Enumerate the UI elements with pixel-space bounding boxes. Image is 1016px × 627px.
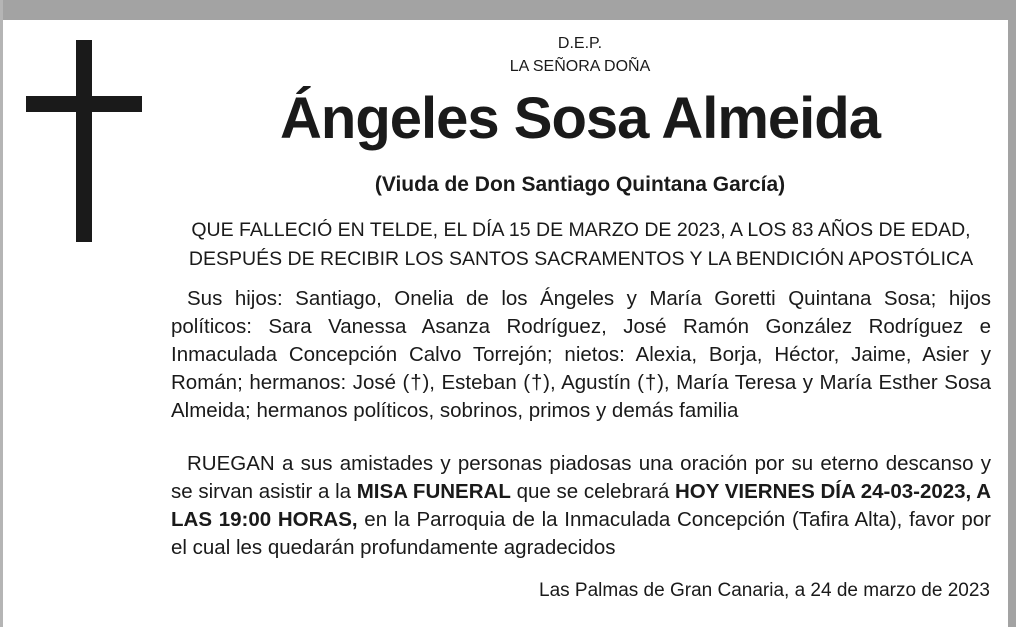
widow-line: (Viuda de Don Santiago Quintana García) [374, 173, 786, 196]
dep-heading: D.E.P. [557, 35, 603, 52]
place-date-signature: Las Palmas de Gran Canaria, a 24 de marzo de 2023 [539, 580, 990, 601]
honorific-line: LA SEÑORA DOÑA [509, 58, 651, 75]
family-paragraph: Sus hijos: Santiago, Onelia de los Ángeles y María Goretti Quintana Sosa; hijos políticos: Sara Vanessa Asanza Rodríguez, José Ramón González Rodríguez e Inmaculada Concepción Calvo Torrejón; nietos: Alexia, Borja, Héctor, Jaime, Asier y Román; hermanos: José (†), Esteban (†), Agustín (†), María Teresa y María Esther Sosa Almeida; hermanos políticos, sobrinos, primos y demás familia [171, 287, 991, 422]
request-text-1: RUEGAN a sus amistades y personas piadosas una oración por su eterno descanso y se sirvan asistir a la [171, 452, 991, 503]
death-notice [171, 216, 991, 274]
cross-horizontal-bar [26, 96, 142, 112]
misa-funeral-label: MISA FUNERAL [356, 480, 511, 503]
request-paragraph [171, 450, 991, 562]
top-frame-border [0, 0, 1016, 20]
latin-cross-icon [26, 40, 142, 242]
deceased-name: Ángeles Sosa Almeida [280, 86, 880, 151]
death-notice-line-2: DESPUÉS DE RECIBIR LOS SANTOS SACRAMENTOS Y LA BENDICIÓN APOSTÓLICA [188, 248, 974, 270]
death-notice-line-1: QUE FALLECIÓ EN TELDE, EL DÍA 15 DE MARZO DE 2023, A LOS 83 AÑOS DE EDAD, [191, 219, 971, 241]
funeral-datetime: HOY VIERNES DÍA 24-03-2023, A LAS 19:00 HORAS, [171, 480, 992, 531]
left-frame-border [0, 0, 3, 627]
right-frame-border [1008, 0, 1016, 627]
cross-vertical-bar [76, 40, 92, 242]
request-text-3: en la Parroquia de la Inmaculada Concepción (Tafira Alta), favor por el cual les quedarán profundamente agradecidos [171, 508, 991, 559]
request-text-2: que se celebrará [510, 480, 675, 503]
